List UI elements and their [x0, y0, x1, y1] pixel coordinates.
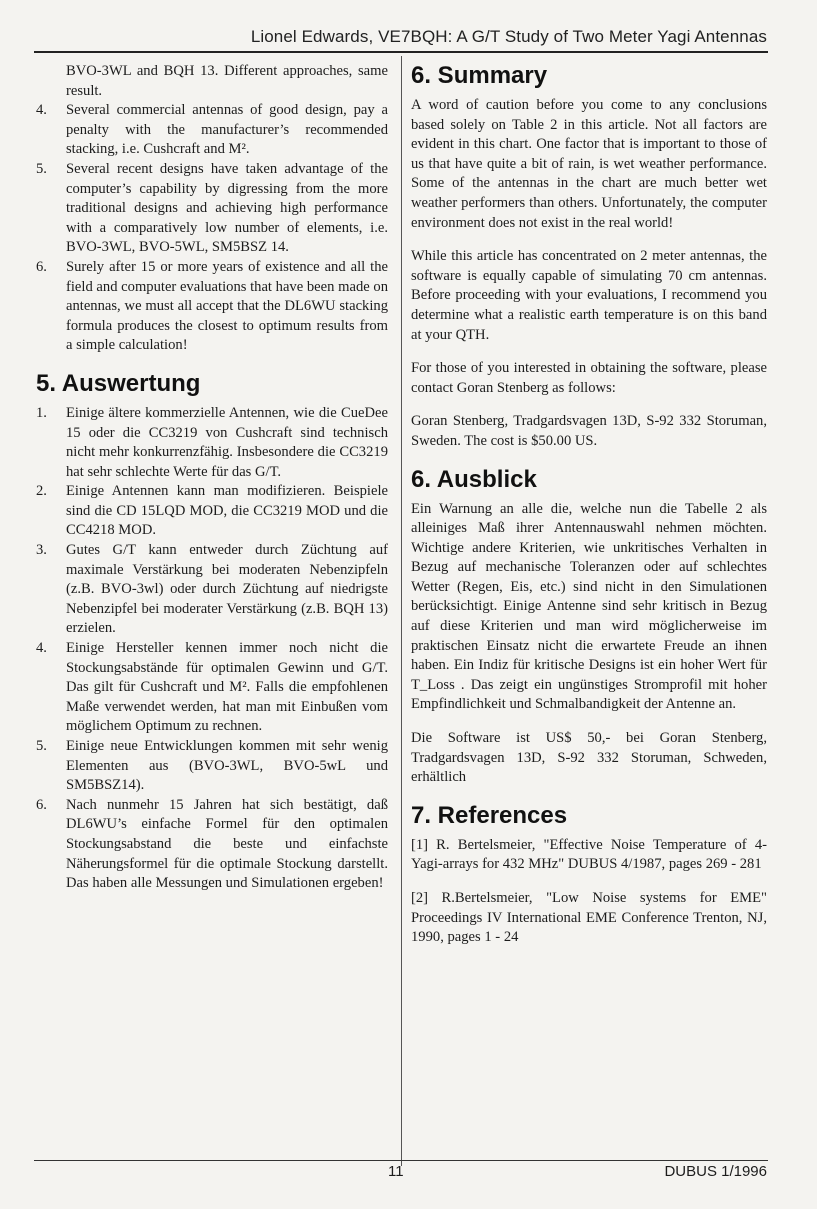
item-text: Einige ältere kommerzielle Antennen, wie die CueDee 15 oder die CC3219 von Cushcraft sind technisch nicht mehr konkurrenzfähig. Insbesondere die CC3219 hat sehr schlechte Werte für das G/T. [66, 404, 388, 480]
item-text: Several recent designs have taken advantage of the computer’s capability by digressing from the more traditional designs and achieving high performance with a comparatively low number of elements, i.e. BVO-3WL, BVO-5WL, SM5BSZ 14. [66, 160, 388, 256]
item-number: 6. [36, 796, 47, 813]
ausblick-paragraph: Ein Warnung an alle die, welche nun die Tabelle 2 als alleiniges Maß ihrer Antennauswahl nehmen möchten. Wichtige andere Kriterien, wie unkritisches Verhalten in Bezug auf mechanische Toleranzen oder auf schlechtes Wetter (Regen, Eis, etc.) sind nicht in den Simulationen berücksichtigt. Einige Antenne sind sehr kritisch in Bezug auf diese Kriterien und man wird möglicherweise im praktischen Einsatz nicht die erwartete Freude an ihnen haben. Ein Indiz für kritische Designs ist ein hoher Wert für T_Loss . Das zeigt ein ungünstiges Stromprofil mit hoher Empfindlichkeit und Schmalbandigkeit der Antenne an. [411, 500, 767, 713]
column-divider [401, 56, 402, 1166]
right-column [411, 62, 767, 962]
item-text: Einige neue Entwicklungen kommen mit sehr wenig Elementen aus (BVO-3WL, BVO-5wL und SM5BSZ14). [66, 738, 388, 794]
footer-rule [34, 1160, 768, 1161]
running-header: Lionel Edwards, VE7BQH: A G/T Study of Two Meter Yagi Antennas [250, 27, 767, 46]
summary-paragraph: While this article has concentrated on 2 meter antennas, the software is equally capable of simulating 70 cm antennas. Before proceeding with your evaluations, I recommend you determine what a realistic earth temperature is on this band at your QTH. [411, 248, 767, 343]
auswertung-item [36, 541, 388, 639]
section-heading-ausblick: 6. Ausblick [411, 465, 537, 493]
item-number: 4. [36, 640, 47, 657]
item-number: 4. [36, 102, 47, 119]
auswertung-item [36, 737, 388, 796]
item-number: 1. [36, 404, 47, 421]
section-heading-references: 7. References [411, 801, 568, 829]
item-number: 2. [36, 483, 47, 500]
auswertung-item [36, 639, 388, 737]
header-rule [34, 51, 768, 53]
list-item-continuation: BVO-3WL and BQH 13. Different approaches, same result. [66, 63, 388, 99]
summary-item [36, 258, 388, 356]
summary-item [36, 101, 388, 160]
item-number: 5. [36, 738, 47, 754]
item-text: Several commercial antennas of good design, pay a penalty with the manufacturer’s recommended stacking, i.e. Cushcraft and M². [66, 102, 388, 158]
reference-entry: [2] R.Bertelsmeier, "Low Noise systems for EME" Proceedings IV International EME Conference Trenton, NJ, 1990, pages 1 - 24 [411, 890, 767, 946]
item-number: 5. [36, 160, 47, 177]
item-text: Einige Antennen kann man modifizieren. Beispiele sind die CD 15LQD MOD, die CC3219 MOD und die CC4218 MOD. [66, 483, 388, 539]
auswertung-item [36, 404, 388, 482]
item-text: Einige Hersteller kennen immer noch nicht die Stockungsabstände für optimalen Gewinn und G/T. Das gilt für Cushcraft und M². Falls die empfohlenen Maße verwendet werden, hat man mit Einbußen vom möglichem Optimum zu rechnen. [66, 640, 388, 735]
auswertung-item [36, 482, 388, 541]
reference-entry: [1] R. Bertelsmeier, "Effective Noise Temperature of 4-Yagi-arrays for 432 MHz" DUBUS 4/1987, pages 269 - 281 [411, 836, 767, 873]
summary-paragraph: For those of you interested in obtaining the software, please contact Goran Stenberg as follows: [411, 360, 767, 396]
summary-item [36, 160, 388, 258]
summary-paragraph: A word of caution before you come to any conclusions based solely on Table 2 in this article. Not all factors are evident in this chart. One factor that is important to those of us that have quite a bit of rain, is wet weather performance. Some of the antennas in the chart are much better wet weather performers than others. Unfortunately, the computer environment does not exist in the real world! [411, 97, 767, 231]
auswertung-item [36, 796, 388, 894]
journal-issue: DUBUS 1/1996 [664, 1163, 767, 1180]
left-column [36, 62, 388, 894]
item-text: Nach nunmehr 15 Jahren hat sich bestätigt, daß DL6WU’s einfache Formel für den optimalen Stockungsabstand die beste und einfachste Näherungsformel für die optimale Stockung darstellt. Das haben alle Messungen und Simulationen ergeben! [66, 796, 388, 892]
page-number: 11 [388, 1163, 404, 1180]
item-text: Gutes G/T kann entweder durch Züchtung auf maximale Verstärkung bei moderaten Nebenzipfeln (z.B. BVO-3wl) oder durch Züchtung auf niedrigste Nebenzipfel bei moderater Verstärkung (z.B. BQH 13) erzielen. [66, 542, 388, 637]
section-heading-auswertung: 5. Auswertung [36, 369, 201, 397]
ausblick-paragraph: Die Software ist US$ 50,- bei Goran Stenberg, Tradgardsvagen 13D, S-92 332 Storuman, Schweden, erhältlich [411, 730, 767, 786]
section-heading-summary: 6. Summary [411, 62, 548, 89]
item-text: Surely after 15 or more years of existence and all the field and computer evaluations that have been made on antennas, we must all accept that the DL6WU stacking formula produces the closest to optimum results from a simple calculation! [66, 258, 388, 354]
summary-paragraph: Goran Stenberg, Tradgardsvagen 13D, S-92 332 Storuman, Sweden. The cost is $50.00 US. [411, 413, 767, 449]
item-number: 6. [36, 258, 47, 275]
item-number: 3. [36, 542, 47, 559]
